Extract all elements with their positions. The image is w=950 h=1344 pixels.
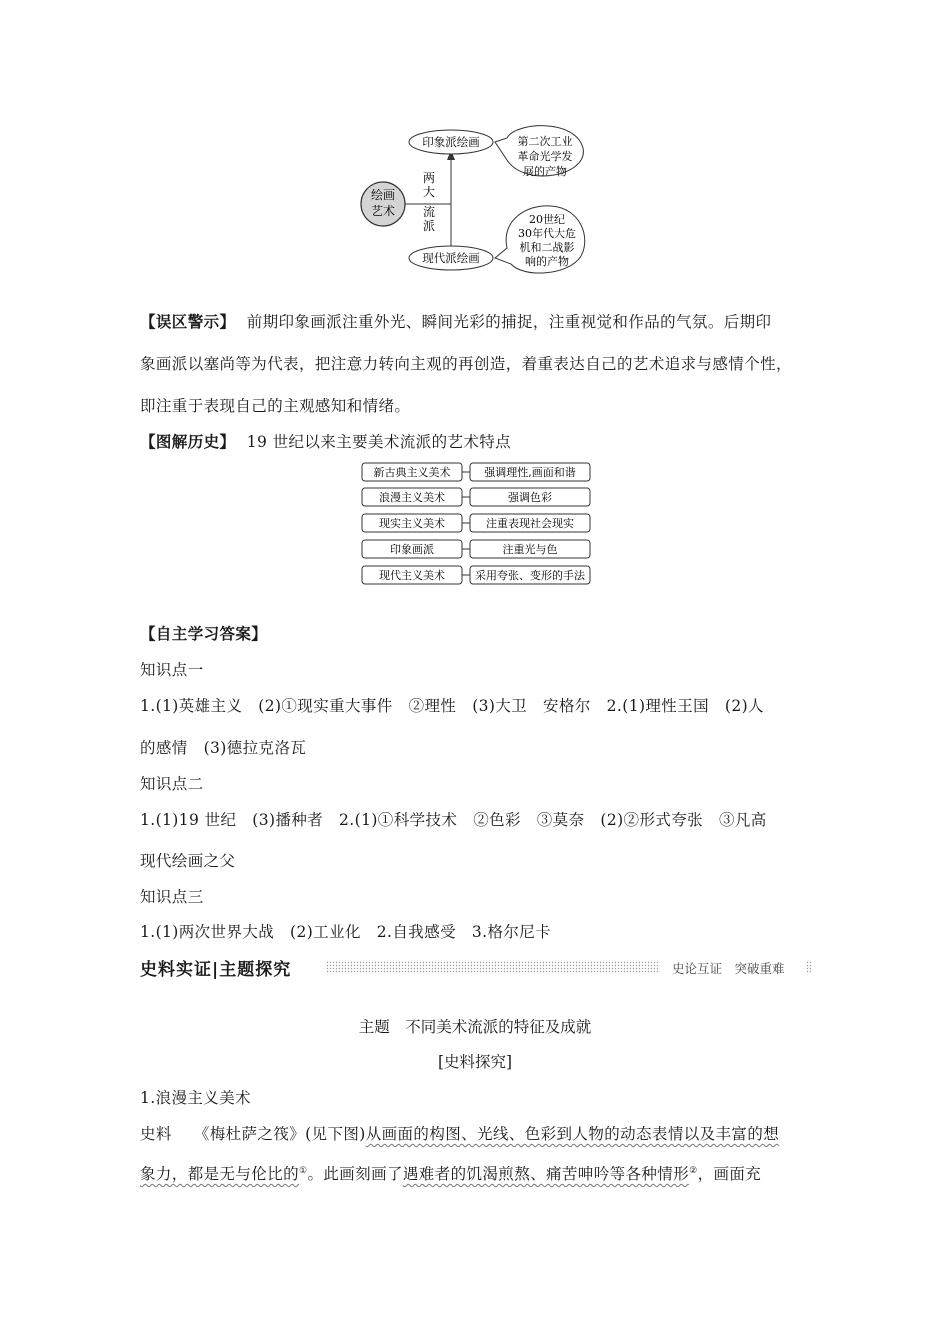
- banner-left-label: 史料实证|主题探究: [140, 960, 292, 980]
- middle-char-2: 大: [422, 185, 436, 199]
- knowledge-point-2-title: 知识点二: [140, 775, 204, 793]
- top-bubble-line-2: 革命光学发: [517, 150, 573, 163]
- school-name-4: 印象画派: [390, 543, 434, 556]
- knowledge-point-3-title: 知识点三: [140, 888, 204, 906]
- middle-char-4: 派: [422, 219, 436, 233]
- bottom-bubble-line-4: 响的产物: [525, 255, 569, 268]
- warning-line-2: 象画派以塞尚等为代表，把注意力转向主观的再创造，着重表达自己的艺术追求与感情个性，: [140, 355, 792, 373]
- knowledge-point-2-line-1: 1.(1)19 世纪 (3)播种者 2.(1)①科学技术 ②色彩 ③莫奈 (2)②形式夸张 ③凡高: [140, 811, 767, 829]
- source-line-2-mid: 。此画刻画了: [307, 1165, 403, 1183]
- schools-diagram: [355, 120, 595, 280]
- history-tag: 【图解历史】: [140, 432, 236, 451]
- source-text-1-emphasis: 从画面的构图、光线、色彩到人物的动态表情以及丰富的想: [365, 1125, 780, 1143]
- art-schools-diagram: [360, 460, 592, 586]
- source-line-2-emphasis: 象力，都是无与伦比的: [140, 1165, 300, 1183]
- school-feature-3: 注重表现社会现实: [486, 517, 574, 530]
- knowledge-point-1-title: 知识点一: [140, 661, 204, 679]
- answers-tag: 【自主学习答案】: [140, 624, 268, 643]
- school-feature-1: 强调理性,画面和谐: [484, 466, 576, 479]
- warning-line-1: [140, 310, 771, 332]
- footnote-2: ②: [689, 1165, 698, 1176]
- school-row-4: [362, 540, 590, 558]
- source-line-1: [140, 1122, 779, 1144]
- source-text-1: 《梅杜萨之筏》(见下图): [193, 1125, 366, 1143]
- top-bubble-line-1: 第二次工业: [517, 135, 573, 148]
- knowledge-point-2-line-2: 现代绘画之父: [140, 852, 236, 870]
- top-bubble-line-3: 展的产物: [523, 165, 567, 178]
- school-row-5: [362, 566, 590, 584]
- school-feature-4: 注重光与色: [502, 543, 558, 556]
- top-label: 印象派绘画: [422, 135, 480, 149]
- school-name-2: 浪漫主义美术: [379, 491, 445, 504]
- school-name-1: 新古典主义美术: [373, 466, 451, 479]
- warning-text-1: 前期印象画派注重外光、瞬间光彩的捕捉，注重视觉和作品的气氛。后期印: [246, 313, 772, 331]
- section-romanticism: 1.浪漫主义美术: [140, 1089, 251, 1107]
- school-name-5: 现代主义美术: [379, 569, 445, 582]
- school-feature-2: 强调色彩: [508, 491, 552, 504]
- history-heading: [140, 430, 511, 452]
- center-label-1: 绘画: [370, 188, 396, 202]
- knowledge-point-3-line-1: 1.(1)两次世界大战 (2)工业化 2.自我感受 3.格尔尼卡: [140, 923, 552, 941]
- warning-tag: 【误区警示】: [140, 312, 236, 331]
- knowledge-point-1-line-2: 的感情 (3)德拉克洛瓦: [140, 739, 307, 757]
- bottom-bubble-line-1: 20世纪: [529, 213, 565, 226]
- source-line-2-emphasis-2: 遇难者的饥渴煎熬、痛苦呻吟等各种情形: [402, 1165, 690, 1183]
- school-row-3: [362, 514, 590, 532]
- bottom-label: 现代派绘画: [422, 251, 480, 265]
- history-title: 19 世纪以来主要美术流派的艺术特点: [246, 433, 512, 451]
- middle-char-1: 两: [422, 171, 436, 185]
- warning-line-3: 即注重于表现自己的主观感知和情绪。: [140, 397, 411, 415]
- source-label: 史料: [140, 1125, 172, 1143]
- topic-subtitle: [史料探究]: [437, 1053, 513, 1071]
- source-line-2-end: ，画面充: [697, 1165, 762, 1183]
- school-row-2: [362, 488, 590, 506]
- school-name-3: 现实主义美术: [379, 517, 445, 530]
- topic-title: 主题 不同美术流派的特征及成就: [358, 1018, 592, 1036]
- center-label-2: 艺术: [370, 204, 396, 218]
- banner-right-label: 史论互证 突破重难: [672, 961, 785, 976]
- bottom-bubble-line-3: 机和二战影: [519, 241, 575, 254]
- school-feature-5: 采用夸张、变形的手法: [475, 569, 585, 582]
- source-line-2: [140, 1162, 761, 1184]
- bottom-bubble-line-2: 30年代大危: [518, 227, 576, 240]
- middle-char-3: 流: [422, 205, 436, 219]
- knowledge-point-1-line-1: 1.(1)英雄主义 (2)①现实重大事件 ②理性 (3)大卫 安格尔 2.(1)理性王国 (2)人: [140, 697, 764, 715]
- footnote-1: ①: [299, 1165, 308, 1176]
- school-row-1: [362, 463, 590, 481]
